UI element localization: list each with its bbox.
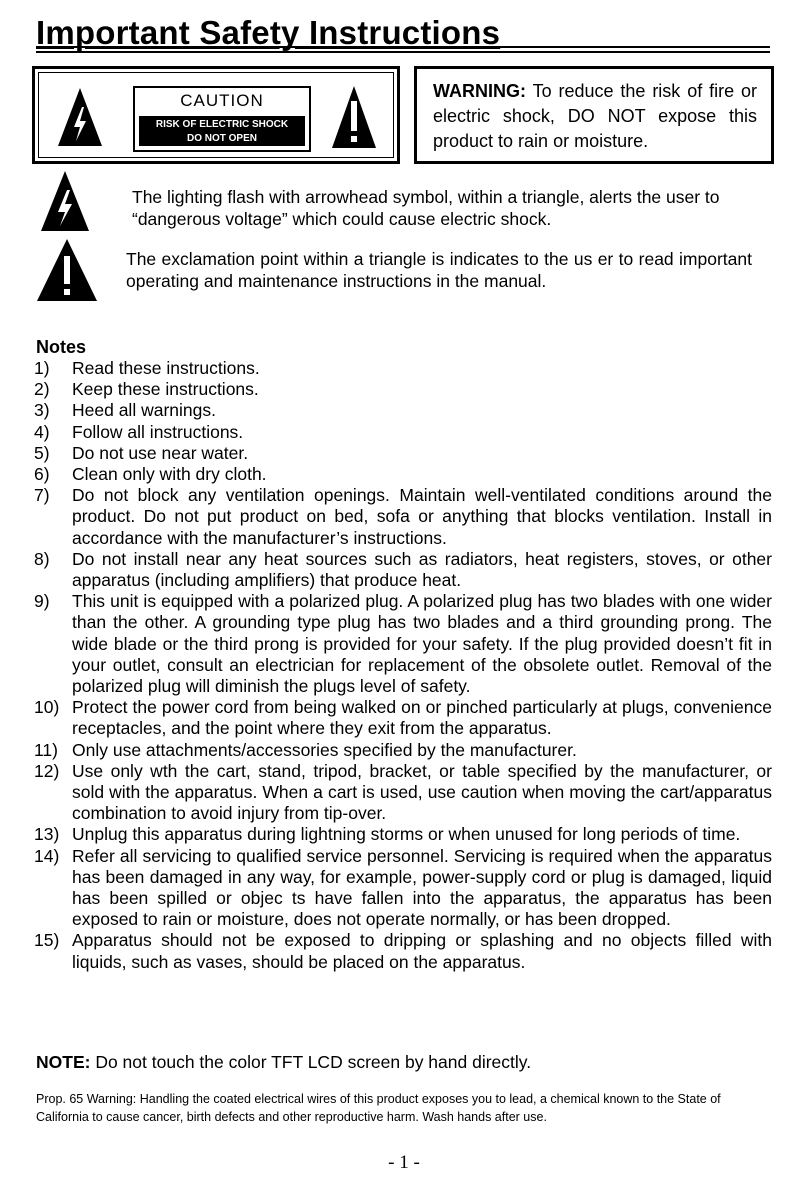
lightning-triangle-icon	[40, 170, 90, 232]
note-number: 2)	[34, 379, 50, 400]
note-text: Do not block any ventilation openings. Maintain well-ventilated conditions around the product. Do not put product on bed, sofa or anything that blocks ventilation. Install in accordance with the manufacturer’s instructions.	[72, 485, 772, 548]
caution-word: CAUTION	[180, 91, 264, 110]
exclamation-symbol-explanation: The exclamation point within a triangle is indicates to the us er to read important operating and maintenance instructions in the manual.	[126, 249, 752, 291]
caution-label	[133, 86, 311, 152]
warning-label: WARNING:	[433, 81, 526, 101]
note-text: Only use attachments/accessories specified by the manufacturer.	[72, 739, 577, 760]
note-text: Heed all warnings.	[72, 400, 216, 421]
caution-subtext-line2: DO NOT OPEN	[186, 133, 257, 144]
note-number: 11)	[34, 739, 58, 760]
note-text: Protect the power cord from being walked on or pinched particularly at plugs, convenience receptacles, and the point where they exit from the apparatus.	[72, 697, 772, 739]
list-item	[34, 740, 772, 761]
lightning-symbol-explanation: The lighting flash with arrowhead symbol, within a triangle, alerts the user to “dangerous voltage” which could cause electric shock.	[132, 187, 720, 229]
note-text: This unit is equipped with a polarized plug. A polarized plug has two blades with one wider than the other. A grounding type plug has two blades and a third grounding prong. The wide blade or the third prong is provided for your safety. If the plug provided doesn’t fit in your outlet, consult an electrician for replacement of the obsolete outlet. Removal of the polarized plug will diminish the plugs level of safety.	[72, 591, 772, 697]
note-number: 14)	[34, 845, 60, 866]
title-rule-top	[36, 46, 770, 48]
list-item	[34, 549, 772, 591]
note-text: Read these instructions.	[72, 358, 260, 378]
warning-text: To reduce the risk of fire or electric shock, DO NOT expose this product to rain or moisture.	[433, 81, 757, 151]
exclamation-triangle-icon	[331, 85, 377, 149]
note-number: 12)	[34, 760, 60, 781]
note-number: 7)	[34, 485, 50, 506]
list-item	[34, 443, 772, 464]
notes-list	[34, 358, 772, 973]
note-number: 5)	[34, 442, 50, 463]
list-item	[34, 846, 772, 931]
note-number: 10)	[34, 697, 60, 718]
note-number: 9)	[34, 591, 50, 612]
page-title: Important Safety Instructions	[36, 14, 501, 51]
notes-heading: Notes	[36, 337, 87, 357]
page-number: - 1 -	[388, 1152, 420, 1173]
note-text: Apparatus should not be exposed to dripping or splashing and no objects filled with liquids, such as vases, should be placed on the apparatus.	[72, 930, 772, 972]
title-rule-bottom	[36, 51, 770, 53]
list-item	[34, 379, 772, 400]
lightning-triangle-icon	[57, 87, 103, 147]
exclamation-triangle-icon	[36, 238, 98, 302]
list-item	[34, 930, 772, 972]
note-text: Do not use near water.	[72, 442, 249, 463]
list-item	[34, 358, 772, 379]
note-text: Refer all servicing to qualified service personnel. Servicing is required when the apparatus has been damaged in any way, for example, power-supply cord or plug is damaged, liquid has been spilled or objec ts have fallen into the apparatus, the apparatus has been exposed to rain or moisture, does not operate normally, or has been dropped.	[72, 845, 772, 930]
note-text: Use only wth the cart, stand, tripod, bracket, or table specified by the manufacturer, or sold with the apparatus. When a cart is used, use caution when moving the cart/apparatus combination to avoid injury from tip-over.	[72, 760, 772, 824]
note-text: Unplug this apparatus during lightning storms or when unused for long periods of time.	[72, 824, 741, 845]
note-number: 3)	[34, 400, 50, 421]
prop65-warning: Prop. 65 Warning: Handling the coated electrical wires of this product exposes you to lead, a chemical known to the State of California to cause cancer, birth defects and other reproductive harm. Wash hands after use.	[36, 1092, 721, 1124]
note-separator: :	[84, 1052, 91, 1072]
note-tft	[36, 1052, 531, 1073]
note-number: 6)	[34, 464, 50, 485]
note-text: Clean only with dry cloth.	[72, 464, 267, 485]
caution-panel	[32, 66, 400, 164]
note-number: 15)	[34, 930, 60, 951]
note-number: 8)	[34, 548, 50, 569]
note-number: 13)	[34, 824, 60, 845]
note-label: NOTE	[36, 1052, 85, 1072]
list-item	[34, 591, 772, 697]
list-item	[34, 485, 772, 549]
list-item	[34, 697, 772, 739]
note-text: Follow all instructions.	[72, 421, 244, 442]
note-number: 4)	[34, 421, 50, 442]
list-item	[34, 824, 772, 845]
note-text: Do not touch the color TFT LCD screen by hand directly.	[95, 1052, 532, 1072]
caution-subtext-line1: RISK OF ELECTRIC SHOCK	[155, 119, 289, 130]
list-item	[34, 464, 772, 485]
note-number: 1)	[34, 358, 50, 378]
warning-box	[414, 66, 774, 164]
list-item	[34, 761, 772, 825]
list-item	[34, 400, 772, 421]
list-item	[34, 422, 772, 443]
caution-subtext	[139, 116, 305, 146]
note-text: Do not install near any heat sources such as radiators, heat registers, stoves, or other apparatus (including amplifiers) that produce heat.	[72, 548, 772, 591]
note-text: Keep these instructions.	[72, 379, 259, 400]
